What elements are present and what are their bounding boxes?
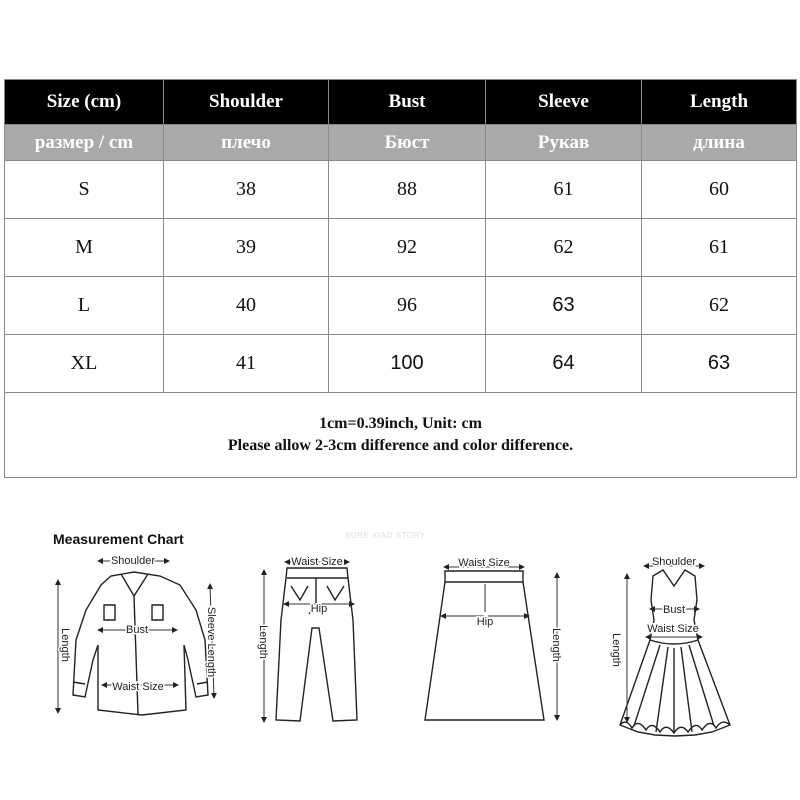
table-row — [5, 335, 797, 393]
shirt-figure — [73, 572, 208, 715]
bust-cell: 88 — [329, 161, 486, 219]
unit-note: 1cm=0.39inch, Unit: cm — [319, 415, 482, 432]
skirt-waist-label: Waist Size — [458, 557, 510, 569]
header-sleeve: Sleeve — [486, 80, 642, 125]
pants-figure — [276, 568, 357, 721]
shirt-waist-label: Waist Size — [112, 681, 164, 693]
table-row — [5, 161, 797, 219]
note-row — [5, 393, 797, 478]
header-shoulder: Shoulder — [164, 80, 329, 125]
shoulder-cell: 38 — [164, 161, 329, 219]
note-cell — [5, 393, 797, 478]
shoulder-cell: 40 — [164, 277, 329, 335]
subheader-bust: Бюст — [329, 125, 486, 161]
table-row — [5, 219, 797, 277]
pants-hip-label: Hip — [310, 603, 328, 615]
shirt-shoulder-label: Shoulder — [110, 555, 156, 567]
length-cell: 60 — [642, 161, 797, 219]
header-length: Length — [642, 80, 797, 125]
size-cell: S — [5, 161, 164, 219]
header-size: Size (cm) — [5, 80, 164, 125]
sleeve-cell: 61 — [486, 161, 642, 219]
table-row — [5, 277, 797, 335]
dress-figure — [620, 570, 730, 736]
dress-waist-label: Waist Size — [647, 623, 699, 635]
bust-cell: 100 — [329, 335, 486, 393]
size-cell: L — [5, 277, 164, 335]
header-bust: Bust — [329, 80, 486, 125]
dress-length-label: Length — [610, 633, 622, 667]
shoulder-cell: 41 — [164, 335, 329, 393]
bust-cell: 96 — [329, 277, 486, 335]
length-cell: 63 — [642, 335, 797, 393]
subheader-shoulder: плечо — [164, 125, 329, 161]
subheader-row — [5, 125, 797, 161]
size-cell: XL — [5, 335, 164, 393]
measurement-chart-title: Measurement Chart — [53, 531, 184, 547]
shirt-sleeve-label: Sleeve Length — [205, 606, 217, 678]
subheader-length: длина — [642, 125, 797, 161]
length-cell: 62 — [642, 277, 797, 335]
size-cell: M — [5, 219, 164, 277]
measurement-chart — [0, 520, 800, 800]
shoulder-cell: 39 — [164, 219, 329, 277]
skirt-length-label: Length — [550, 628, 562, 662]
length-cell: 61 — [642, 219, 797, 277]
difference-note: Please allow 2-3cm difference and color difference. — [227, 437, 574, 454]
subheader-sleeve: Рукав — [486, 125, 642, 161]
shirt-bust-label: Bust — [125, 624, 149, 636]
size-table — [4, 79, 797, 478]
watermark: SURE XIAO STORY — [345, 531, 426, 540]
pants-waist-label: Waist Size — [291, 556, 343, 568]
sleeve-cell: 64 — [486, 335, 642, 393]
shirt-length-label: Length — [59, 628, 71, 662]
skirt-hip-label: Hip — [476, 616, 494, 628]
header-row — [5, 80, 797, 125]
sleeve-cell: 63 — [486, 277, 642, 335]
dress-bust-label: Bust — [662, 604, 686, 616]
pants-length-label: Length — [257, 625, 269, 659]
subheader-size: размер / cm — [5, 125, 164, 161]
dress-shoulder-label: Shoulder — [651, 556, 697, 568]
bust-cell: 92 — [329, 219, 486, 277]
sleeve-cell: 62 — [486, 219, 642, 277]
